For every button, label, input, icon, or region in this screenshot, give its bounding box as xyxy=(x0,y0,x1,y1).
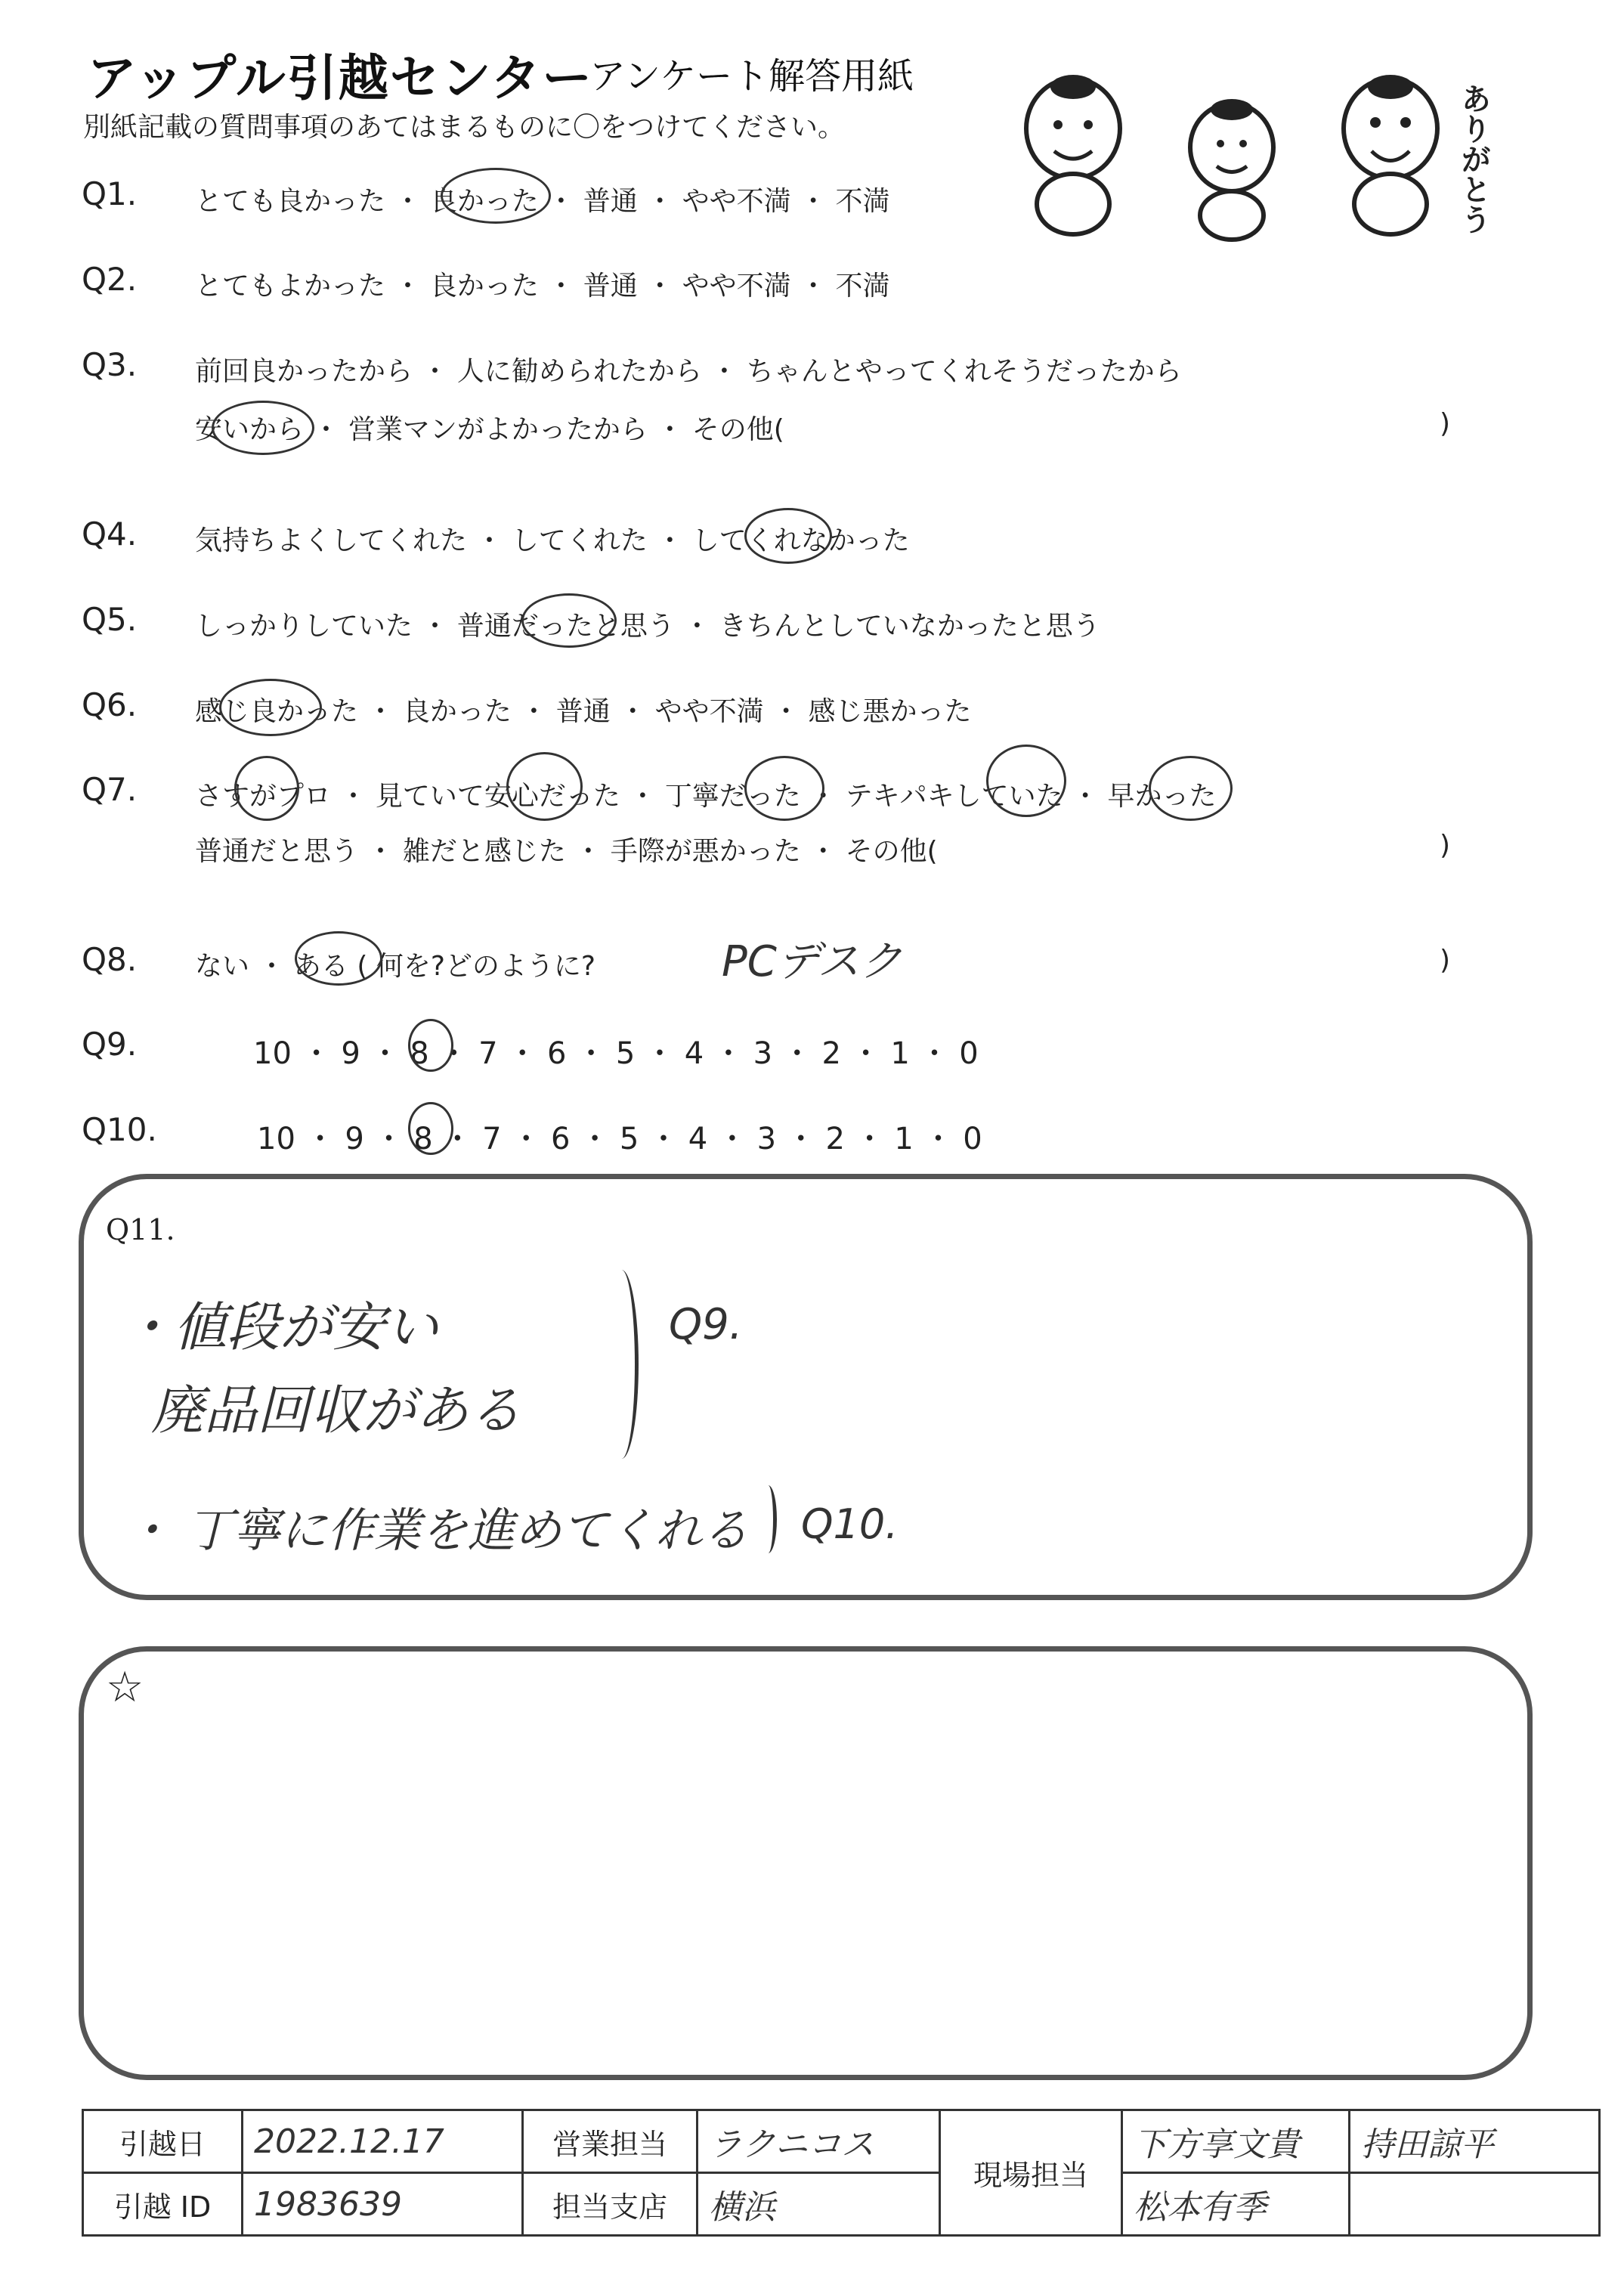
site-staff-empty xyxy=(1350,2173,1600,2236)
q11-bracket2-label: Q10. xyxy=(801,1500,899,1548)
star-icon: ☆ xyxy=(106,1663,144,1712)
branch-value: 横浜 xyxy=(698,2173,940,2236)
move-date-label: 引越日 xyxy=(83,2110,243,2173)
q11-bracket-1 xyxy=(605,1270,639,1459)
q2-label: Q2. xyxy=(82,261,138,298)
q7-answer-circle-3 xyxy=(744,756,824,821)
instruction-text: 別紙記載の質問事項のあてはまるものに〇をつけてください。 xyxy=(83,112,846,143)
q9-label: Q9. xyxy=(82,1026,138,1063)
sales-label: 営業担当 xyxy=(523,2110,698,2173)
q9-scale: 10 ・ 9 ・ 8 ・ 7 ・ 6 ・ 5 ・ 4 ・ 3 ・ 2 ・ 1 ・ 0 xyxy=(253,1036,979,1071)
q4-answer-circle xyxy=(744,508,832,564)
q7-label: Q7. xyxy=(82,771,138,808)
q7-options-line2: 普通だと思う ・ 雑だと感じた ・ 手際が悪かった ・ その他( xyxy=(195,836,938,867)
q10-label: Q10. xyxy=(82,1111,157,1148)
q11-comment-line3: ・ 丁寧に作業を進めてくれる xyxy=(125,1503,749,1558)
q11-bracket-2 xyxy=(759,1485,777,1553)
q10-scale: 10 ・ 9 ・ 8 ・ 7 ・ 6 ・ 5 ・ 4 ・ 3 ・ 2 ・ 1 ・ 0 xyxy=(257,1122,982,1156)
q3-options-line2: 安いから ・ 営業マンがよかったから ・ その他( xyxy=(195,414,784,445)
site-staff-3: 松本有季 xyxy=(1122,2173,1350,2236)
q8-answer-circle xyxy=(295,931,382,986)
q3-answer-circle xyxy=(212,401,314,455)
q3-paren-close: ) xyxy=(1440,408,1451,439)
q7-options-line1: さすがプロ ・ 見ていて安心だった ・ 丁寧だった ・ テキパキしていた ・ 早かった xyxy=(195,781,1217,812)
q5-answer-circle xyxy=(521,593,617,648)
q3-options-line1: 前回良かったから ・ 人に勧められたから ・ ちゃんとやってくれそうだったから xyxy=(195,356,1182,387)
q8-label: Q8. xyxy=(82,941,138,978)
q6-label: Q6. xyxy=(82,686,138,723)
q2-options: とてもよかった ・ 良かった ・ 普通 ・ やや不満 ・ 不満 xyxy=(195,271,890,302)
svg-text:ありがとう: ありがとう xyxy=(1456,83,1491,234)
q1-label: Q1. xyxy=(82,175,138,212)
q6-options: 感じ良かった ・ 良かった ・ 普通 ・ やや不満 ・ 感じ悪かった xyxy=(195,696,972,727)
q1-answer-circle xyxy=(441,168,551,224)
q7-paren-close: ) xyxy=(1440,830,1451,861)
q9-answer-circle xyxy=(408,1019,453,1072)
q1-options: とても良かった ・ 良かった ・ 普通 ・ やや不満 ・ 不満 xyxy=(195,186,890,217)
q5-label: Q5. xyxy=(82,601,138,638)
site-staff-label: 現場担当 xyxy=(940,2110,1122,2236)
q4-options: 気持ちよくしてくれた ・ してくれた ・ してくれなかった xyxy=(195,525,910,556)
move-id-value: 1983639 xyxy=(243,2173,523,2236)
site-staff-2: 持田諒平 xyxy=(1350,2110,1600,2173)
branch-label: 担当支店 xyxy=(523,2173,698,2236)
q8-handwritten-answer: PCデスク xyxy=(722,937,902,986)
q10-answer-circle xyxy=(408,1102,453,1155)
q8-options: ない ・ ある ( 何を?どのように? xyxy=(195,951,596,982)
q11-comment-line2: 廃品回収がある xyxy=(151,1379,521,1441)
q11-comment-line1: ・値段が安い xyxy=(121,1296,438,1358)
company-title: アップル引越センター xyxy=(87,49,594,107)
q6-answer-circle xyxy=(219,679,322,736)
q11-label: Q11. xyxy=(106,1213,175,1246)
form-subtitle: アンケート解答用紙 xyxy=(589,55,914,98)
q4-label: Q4. xyxy=(82,515,138,553)
footer-table xyxy=(82,2109,1601,2237)
q7-answer-circle-5 xyxy=(1149,756,1233,821)
q7-answer-circle-2 xyxy=(506,752,583,821)
q7-answer-circle-1 xyxy=(234,756,299,821)
sales-value: ラクニコス xyxy=(698,2110,940,2173)
q8-paren-close: ) xyxy=(1440,945,1451,976)
q11-bracket1-label: Q9. xyxy=(669,1300,743,1349)
site-staff-1: 下方享文貴 xyxy=(1122,2110,1350,2173)
move-id-label: 引越 ID xyxy=(83,2173,243,2236)
monkey-mascots-icon xyxy=(1005,53,1519,242)
move-date-value: 2022.12.17 xyxy=(243,2110,523,2173)
free-comment-box xyxy=(79,1646,1533,2080)
q5-options: しっかりしていた ・ 普通だったと思う ・ きちんとしていなかったと思う xyxy=(195,611,1100,642)
q3-label: Q3. xyxy=(82,346,138,383)
mascot-illustration xyxy=(1005,53,1519,242)
q7-answer-circle-4 xyxy=(986,745,1066,817)
